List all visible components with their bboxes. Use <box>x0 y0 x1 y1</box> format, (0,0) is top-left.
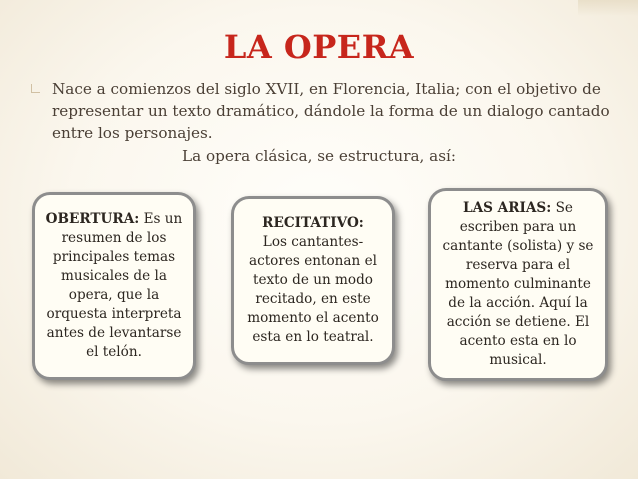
bullet-icon <box>30 83 41 94</box>
recitativo-text <box>240 214 386 347</box>
intro-text: Nace a comienzos del siglo XVII, en Florencia, Italia; con el objetivo de representar un texto dramático, dándole la forma de un dialogo cantado entre los personajes. <box>52 80 610 142</box>
arias-heading: LAS ARIAS: <box>463 200 552 216</box>
arias-box <box>428 188 608 381</box>
intro-bullet <box>30 78 620 144</box>
arias-text <box>437 199 599 370</box>
obertura-text <box>41 210 187 362</box>
page-title: LA OPERA <box>223 28 415 66</box>
recitativo-heading: RECITATIVO: <box>262 215 364 231</box>
obertura-box <box>32 192 196 380</box>
recitativo-box <box>231 196 395 365</box>
recitativo-body: Los cantantes-actores entonan el texto de un modo recitado, en este momento el acento esta en lo teatral. <box>247 234 379 345</box>
obertura-heading: OBERTURA: <box>45 211 140 227</box>
corner-decoration <box>578 0 638 16</box>
structure-line: La opera clásica, se estructura, así: <box>182 147 456 165</box>
arias-body: Se escriben para un cantante (solista) y se reserva para el momento culminante de la acción. Aquí la acción se detiene. El acento esta en lo musical. <box>442 200 594 368</box>
obertura-body: Es un resumen de los principales temas musicales de la opera, que la orquesta interpreta antes de levantarse el telón. <box>46 211 183 360</box>
